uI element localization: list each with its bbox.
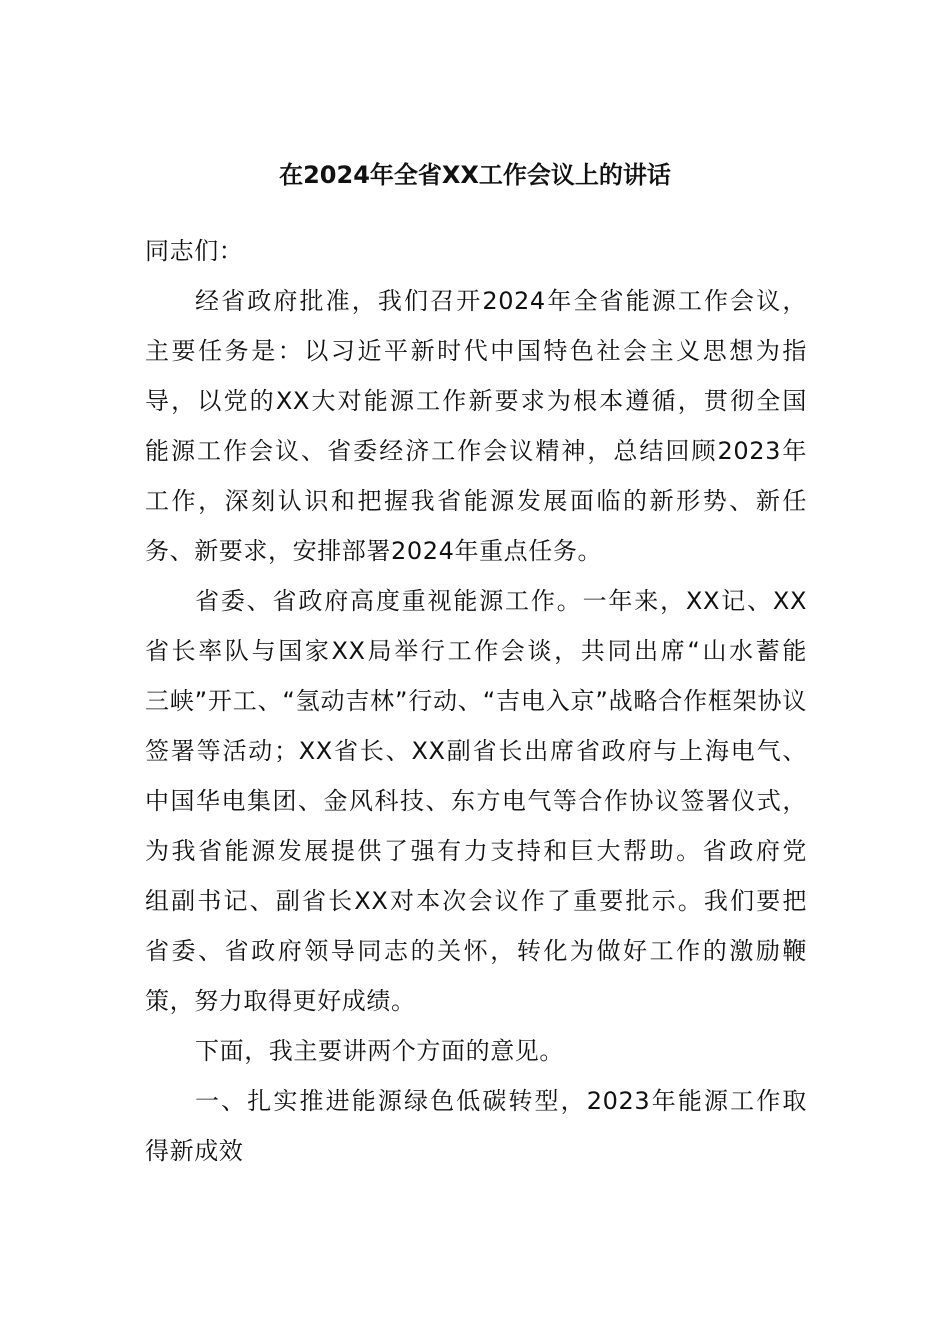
section-heading-line: 一、扎实推进能源绿色低碳转型，2023年能源工作取 — [195, 1087, 807, 1115]
section-heading-line: 得新成效 — [145, 1137, 244, 1165]
paragraph-3-line: 下面，我主要讲两个方面的意见。 — [195, 1037, 564, 1065]
paragraph-1-line: 能源工作会议、省委经济工作会议精神，总结回顾2023年 — [145, 437, 807, 465]
paragraph-1-line: 工作，深刻认识和把握我省能源发展面临的新形势、新任 — [145, 487, 807, 515]
paragraph-2-line: 中国华电集团、金风科技、东方电气等合作协议签署仪式， — [145, 787, 807, 815]
paragraph-2-line: 省委、省政府领导同志的关怀，转化为做好工作的激励鞭 — [145, 937, 807, 965]
paragraph-2-line: 三峡”开工、“氢动吉林”行动、“吉电入京”战略合作框架协议 — [145, 687, 807, 715]
paragraph-1-line: 务、新要求，安排部署2024年重点任务。 — [145, 537, 603, 565]
paragraph-2-line: 签署等活动；XX省长、XX副省长出席省政府与上海电气、 — [145, 737, 807, 765]
paragraph-1-line: 经省政府批准，我们召开2024年全省能源工作会议， — [195, 287, 807, 315]
paragraph-2-line: 策，努力取得更好成绩。 — [145, 987, 416, 1015]
paragraph-2-line: 省长率队与国家XX局举行工作会谈，共同出席“山水蓄能 — [145, 637, 807, 665]
paragraph-1-line: 主要任务是：以习近平新时代中国特色社会主义思想为指 — [145, 337, 807, 365]
document-body — [145, 226, 807, 1176]
document-title: 在2024年全省XX工作会议上的讲话 — [279, 161, 671, 189]
salutation: 同志们： — [145, 237, 244, 265]
paragraph-2-line: 组副书记、副省长XX对本次会议作了重要批示。我们要把 — [145, 887, 807, 915]
paragraph-1-line: 导，以党的XX大对能源工作新要求为根本遵循，贯彻全国 — [145, 387, 807, 415]
paragraph-2-line: 省委、省政府高度重视能源工作。一年来，XX记、XX — [195, 587, 807, 615]
paragraph-2-line: 为我省能源发展提供了强有力支持和巨大帮助。省政府党 — [145, 837, 807, 865]
